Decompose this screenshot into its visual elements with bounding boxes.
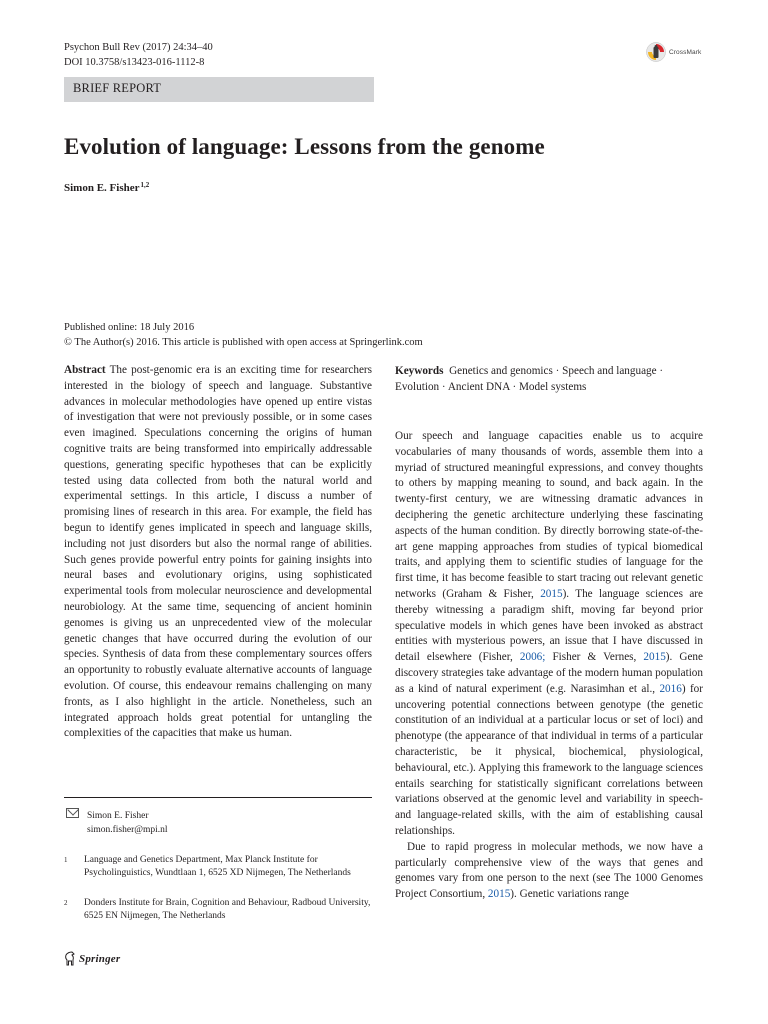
- citation-link[interactable]: 2016: [659, 682, 682, 695]
- publisher-name: Springer: [79, 952, 121, 965]
- abstract: [64, 363, 372, 742]
- affiliation-text: Donders Institute for Brain, Cognition and Behaviour, Radboud University, 6525 EN Nijmegen, The Netherlands: [84, 898, 371, 921]
- springer-horse-icon: [64, 951, 76, 966]
- crossmark-label: CrossMark: [669, 48, 702, 56]
- publication-info: [64, 320, 423, 350]
- correspondence-name: Simon E. Fisher: [87, 811, 149, 821]
- affiliation: [64, 897, 374, 922]
- correspondence-email[interactable]: simon.fisher@mpi.nl: [87, 825, 168, 835]
- article-type-label: BRIEF REPORT: [73, 81, 162, 95]
- crossmark-badge[interactable]: [646, 42, 701, 62]
- affiliation-number: 1: [64, 856, 68, 864]
- journal-citation: [64, 40, 213, 70]
- author-affiliation-marks: 1,2: [140, 181, 150, 189]
- author-name: Simon E. Fisher: [64, 182, 140, 194]
- crossmark-icon: [646, 42, 666, 62]
- affiliation-text: Language and Genetics Department, Max Planck Institute for Psycholinguistics, Wundtlaan 1, 6525 XD Nijmegen, The Netherlands: [84, 855, 351, 878]
- body-text: [395, 429, 703, 903]
- copyright-line: © The Author(s) 2016. This article is published with open access at Springerlink.com: [64, 337, 423, 348]
- doi-line: DOI 10.3758/s13423-016-1112-8: [64, 57, 205, 68]
- journal-line: Psychon Bull Rev (2017) 24:34–40: [64, 42, 213, 53]
- article-title: Evolution of language: Lessons from the genome: [64, 134, 545, 159]
- citation-link[interactable]: 2015: [540, 587, 563, 600]
- footnote-divider: [64, 797, 372, 798]
- envelope-icon: [66, 808, 79, 818]
- abstract-label: Abstract: [64, 364, 106, 376]
- article-type-banner: [64, 77, 374, 102]
- published-online: Published online: 18 July 2016: [64, 322, 195, 333]
- citation-link[interactable]: 2006;: [519, 651, 546, 664]
- affiliation: [64, 854, 374, 879]
- citation-link[interactable]: 2015: [487, 888, 511, 901]
- body-paragraph: Due to rapid progress in molecular methods, we now have a particularly comprehensive view of the ways that genes and genomes vary from one person to the next (see The 1000 Genomes Project Consortium, 2015). Genetic variations range: [395, 840, 703, 901]
- publisher-footer: [64, 951, 120, 966]
- keywords-text: Genetics and genomics · Speech and language · Evolution · Ancient DNA · Model systems: [395, 365, 664, 393]
- author-line: [64, 181, 149, 194]
- keywords-label: Keywords: [395, 365, 444, 377]
- body-paragraph: Our speech and language capacities enable us to acquire vocabularies of many thousands of words, assemble them into a myriad of structured meaningful expressions, and convey thoughts to others by mapping meaning to sound, and back again. In the twenty-first century, we are witnessing dramatic advances in deciphering the genetic architecture underlying these fascinating aspects of the human condition. By directly borrowing state-of-the-art gene mapping approaches from studies of typical biomedical traits, and applying them to scientific studies of language for the first time, it has become feasible to start tracing out relevant genetic networks (Graham & Fisher, 2015). The language sciences are thereby witnessing a paradigm shift, moving far beyond prior speculative models in which genes have been invoked as abstract entities with mysterious powers, an issue that I have discussed in detail elsewhere (Fisher, 2006; Fisher & Vernes, 2015). Gene discovery strategies take advantage of the modern human population as a kind of natural experiment (e.g. Narasimhan et al., 2016) for uncovering potential connections between genotype (the genetic constitution of an individual at a particular locus or set of loci) and phenotype (the appearance of that individual in terms of a particular characteristic, be it physical, biochemical, physiological, behavioural, etc.). Applying this framework to the language sciences entails searching for statistically significant correlations between variations observed at the genomic level and variability in speech- and language-related skills, with the aim of establishing causal relationships.: [395, 430, 703, 837]
- abstract-text: The post-genomic era is an exciting time for researchers interested in the biology of speech and language. Substantive advances in molecular methodologies have opened up entire vistas of investigation that were not previously possible, or in some cases even imagined. Speculations concerning the origins of human cognitive traits are being transformed into empirically addressable questions, generating specific hypotheses that can be explicitly tested using data collected from both the natural world and experimental settings. In this article, I discuss a number of promising lines of research in this area. For example, the field has begun to identify genes implicated in speech and language skills, including not just disorders but also the normal range of abilities. Such genes provide powerful entry points for gaining insights into neural bases and evolutionary origins, using sophisticated experimental tools from molecular neuroscience and developmental neurobiology. At the same time, sequencing of ancient hominin genomes is giving us an unprecedented view of the molecular genetic changes that have occurred during the evolution of our species. Synthesis of data from these complementary sources offers an opportunity to robustly evaluate alternative accounts of language evolution. Of course, this endeavour remains challenging on many fronts, as I also highlight in the article. Nonetheless, such an integrated approach holds great potential for untangling the complexities of the capacities that make us human.: [64, 364, 372, 740]
- affiliation-number: 2: [64, 899, 68, 907]
- citation-link[interactable]: 2015: [643, 651, 666, 664]
- correspondence: [66, 808, 168, 837]
- keywords: [395, 363, 703, 395]
